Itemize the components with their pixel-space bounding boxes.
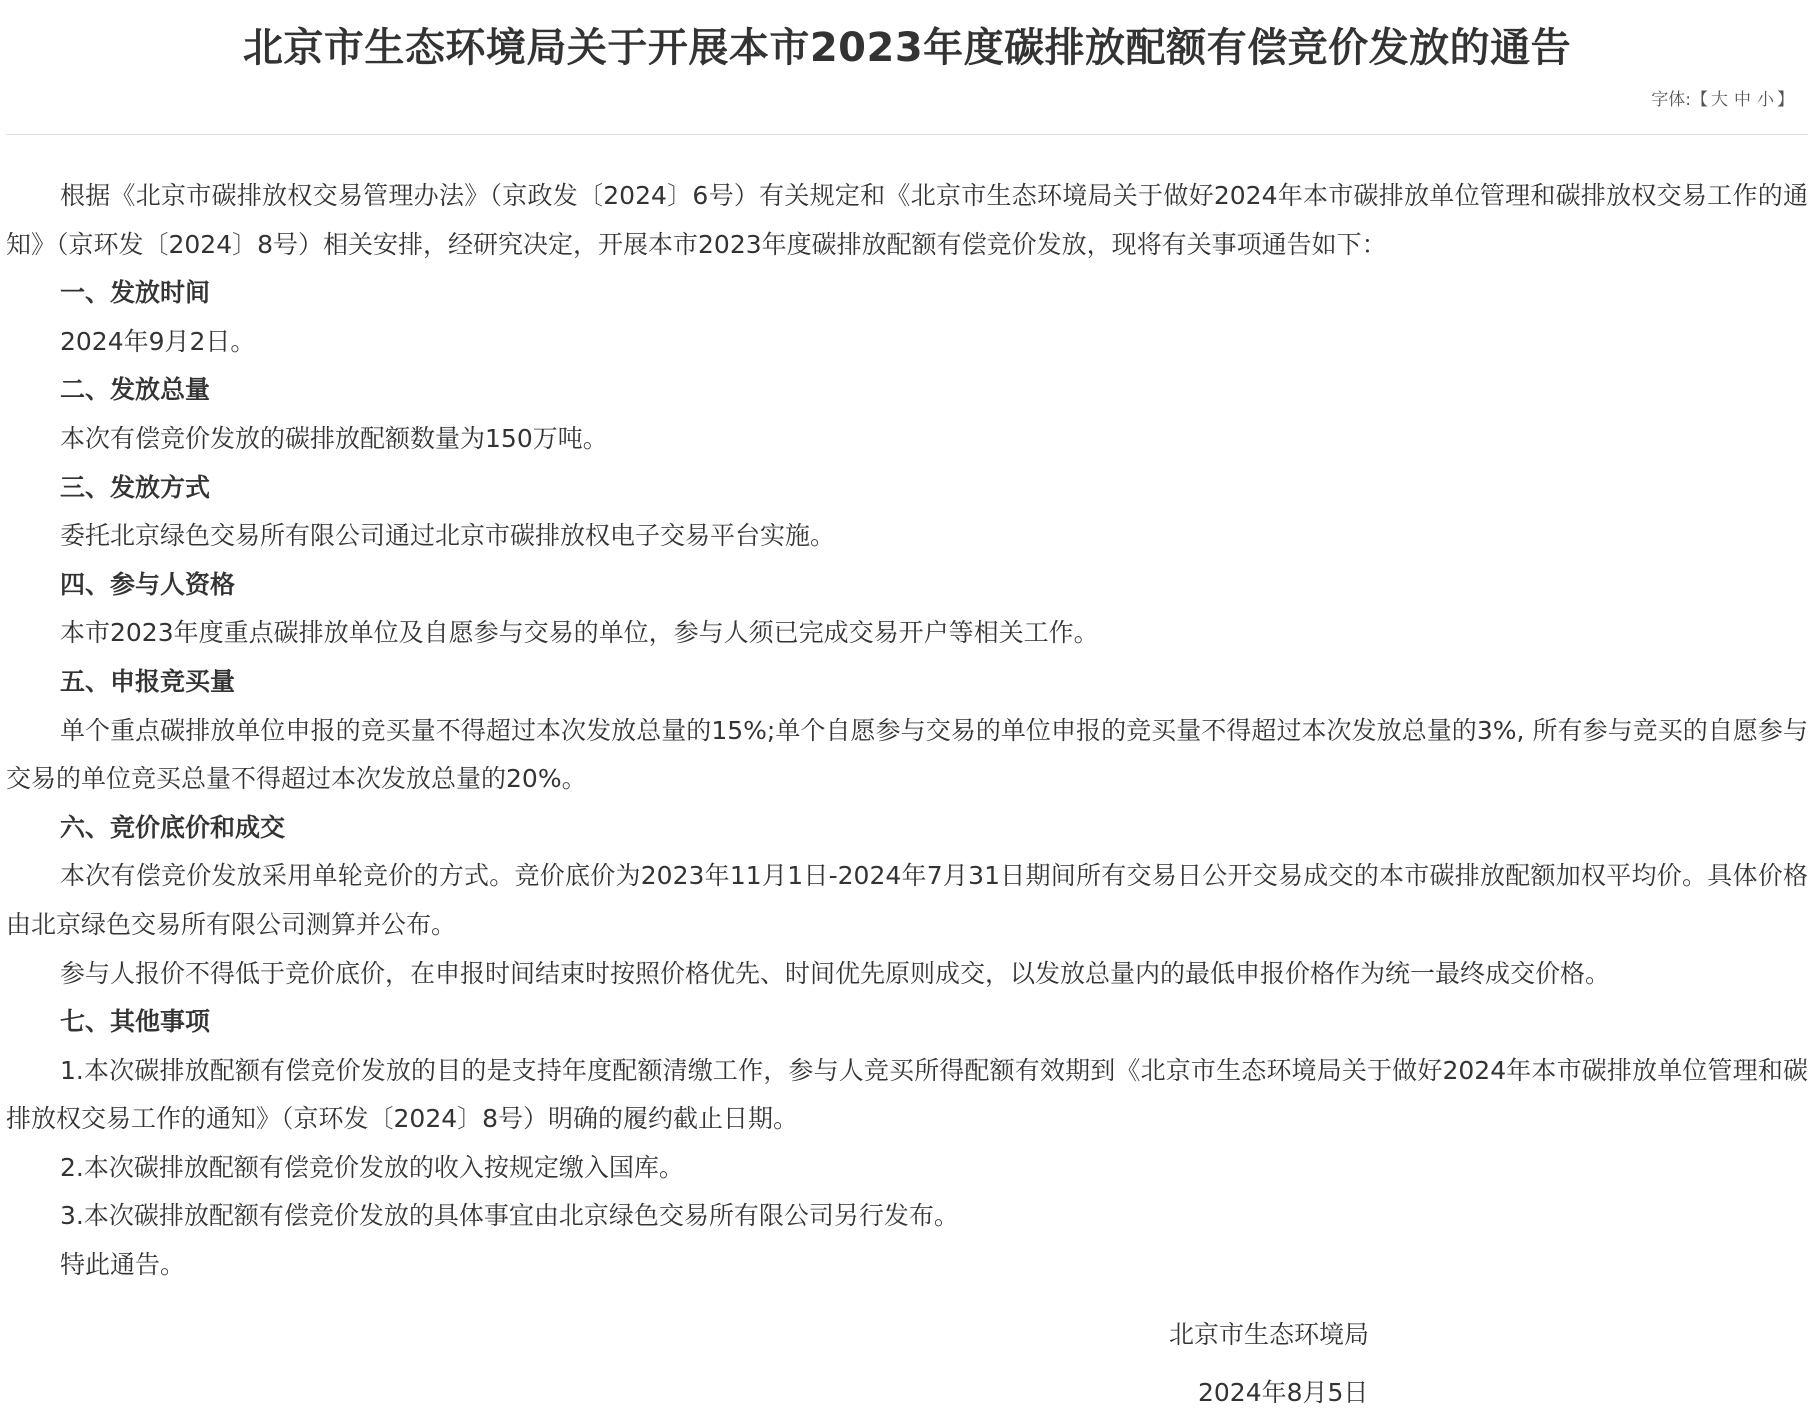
body-paragraph: 3.本次碳排放配额有偿竞价发放的具体事宜由北京绿色交易所有限公司另行发布。 (60, 1201, 959, 1231)
font-size-small-link[interactable]: 小 (1757, 90, 1774, 110)
signature-organization: 北京市生态环境局 (1169, 1319, 1370, 1349)
body-paragraph: 参与人报价不得低于竞价底价，在申报时间结束时按照价格优先、时间优先原则成交，以发放总量内的最低申报价格作为统一最终成交价格。 (60, 958, 1611, 988)
font-size-close-bracket: 】 (1777, 90, 1794, 110)
body-paragraph: 2024年9月2日。 (60, 326, 256, 356)
body-paragraph: 本次有偿竞价发放采用单轮竞价的方式。竞价底价为2023年11月1日-2024年7月31日期间所有交易日公开交易成交的本市碳排放配额加权平均价。具体价格由北京绿色交易所有限公司测算并公布。 (6, 861, 1808, 939)
font-size-label: 字体: (1651, 90, 1691, 110)
section-heading: 三、发放方式 (60, 472, 211, 502)
font-size-open-bracket: 【 (1691, 90, 1708, 110)
signature-block (6, 1306, 1808, 1422)
body-paragraph: 委托北京绿色交易所有限公司通过北京市碳排放权电子交易平台实施。 (60, 521, 836, 551)
section-heading: 一、发放时间 (60, 278, 211, 308)
section-heading: 四、参与人资格 (60, 569, 236, 599)
section-heading: 二、发放总量 (60, 375, 211, 405)
section-heading: 五、申报竞买量 (60, 666, 236, 696)
body-paragraph: 本次有偿竞价发放的碳排放配额数量为150万吨。 (60, 423, 608, 453)
page-title: 北京市生态环境局关于开展本市2023年度碳排放配额有偿竞价发放的通告 (242, 25, 1572, 71)
body-paragraph: 本市2023年度重点碳排放单位及自愿参与交易的单位，参与人须已完成交易开户等相关工作。 (60, 618, 1099, 648)
section-heading: 六、竞价底价和成交 (60, 812, 286, 842)
title-divider (6, 134, 1808, 135)
font-size-control (6, 88, 1808, 112)
body-paragraph: 1.本次碳排放配额有偿竞价发放的目的是支持年度配额清缴工作，参与人竞买所得配额有效期到《北京市生态环境局关于做好2024年本市碳排放单位管理和碳排放权交易工作的通知》（京环发〔2024〕8号）明确的履约截止日期。 (6, 1055, 1808, 1134)
signature-date: 2024年8月5日 (1198, 1377, 1369, 1407)
body-paragraph: 单个重点碳排放单位申报的竞买量不得超过本次发放总量的15%;单个自愿参与交易的单位申报的竞买量不得超过本次发放总量的3%, 所有参与竞买的自愿参与交易的单位竞买总量不得超过本次发放总量的20%。 (6, 715, 1808, 794)
body-paragraph: 特此通告。 (60, 1250, 186, 1280)
section-heading: 七、其他事项 (60, 1007, 211, 1037)
font-size-medium-link[interactable]: 中 (1734, 90, 1751, 110)
body-paragraph: 2.本次碳排放配额有偿竞价发放的收入按规定缴入国库。 (60, 1152, 684, 1182)
notice-body (6, 172, 1808, 1290)
body-paragraph: 根据《北京市碳排放权交易管理办法》（京政发〔2024〕6号）有关规定和《北京市生态环境局关于做好2024年本市碳排放单位管理和碳排放权交易工作的通知》（京环发〔2024〕8号）相关安排，经研究决定，开展本市2023年度碳排放配额有偿竞价发放，现将有关事项通告如下： (6, 181, 1808, 259)
font-size-large-link[interactable]: 大 (1711, 90, 1728, 110)
